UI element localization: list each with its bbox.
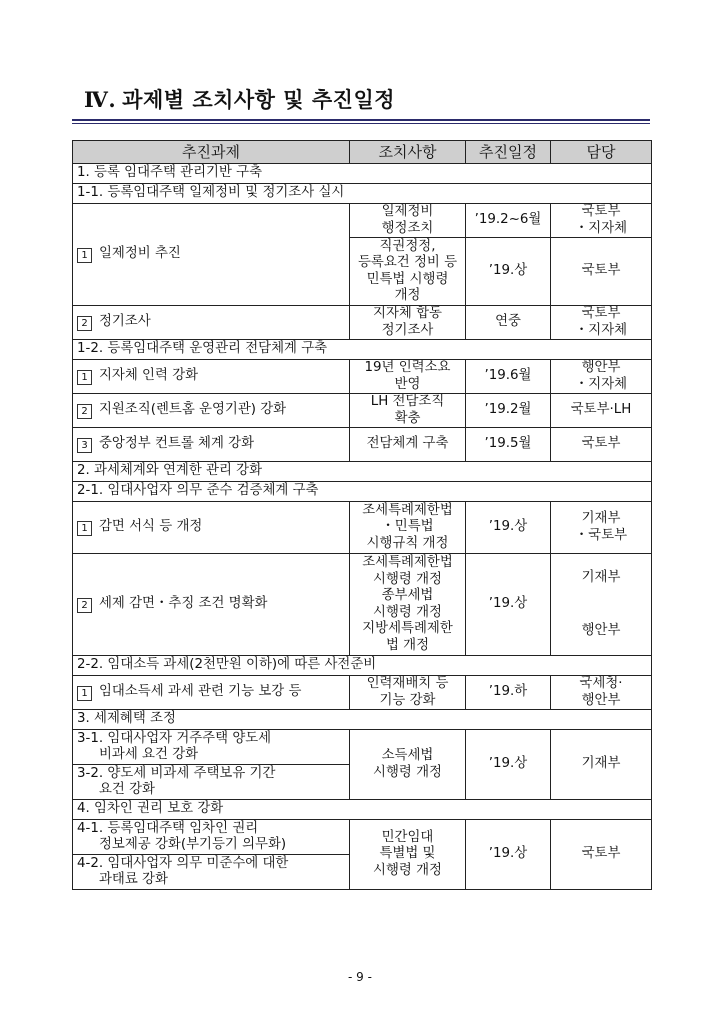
owner-cell <box>551 554 652 656</box>
section-row <box>73 164 652 184</box>
schedule-cell: ’19.하 <box>466 676 551 710</box>
owner-line: 기재부 <box>581 570 621 585</box>
section-heading: 2. 과세체계와 연계한 관리 강화 <box>73 462 652 482</box>
owner-cell <box>551 306 652 340</box>
item-number-box: 1 <box>77 686 92 701</box>
action-cell <box>350 502 466 554</box>
action-line: 등록요건 정비 등 <box>357 255 458 270</box>
schedule-cell: ’19.상 <box>466 502 551 554</box>
item-number-box: 3 <box>77 438 92 453</box>
action-cell: 전담체계 구축 <box>350 428 466 462</box>
item-number-box: 1 <box>77 521 92 536</box>
item-number-box: 2 <box>77 598 92 613</box>
subsection-row <box>73 482 652 502</box>
action-line: 개정 <box>394 288 421 303</box>
action-cell <box>350 360 466 394</box>
action-cell <box>350 204 466 238</box>
title-underline-thin <box>72 123 650 124</box>
item-number-box: 1 <box>77 248 92 263</box>
schedule-cell: ’19.2~6월 <box>466 204 551 238</box>
task-line: 4-2. 임대사업자 의무 미준수에 대한 <box>77 855 289 871</box>
table-row <box>73 502 652 554</box>
owner-cell <box>551 502 652 554</box>
section-heading: 3. 세제혜택 조정 <box>73 710 652 730</box>
subsection-row <box>73 656 652 676</box>
action-cell <box>350 820 466 890</box>
task-cell <box>73 676 350 710</box>
section-row <box>73 800 652 820</box>
title-underline <box>72 119 650 121</box>
section-row <box>73 710 652 730</box>
action-line: 법 개정 <box>385 637 430 653</box>
action-cell <box>350 676 466 710</box>
owner-line: ・지자체 <box>574 220 628 236</box>
table-row <box>73 204 652 238</box>
owner-line: 국토부 <box>581 306 621 321</box>
task-label: 지원조직(렌트홈 운영기관) 강화 <box>99 402 287 417</box>
action-line: ・민특법 <box>381 519 434 535</box>
action-line: 민간임대 <box>381 829 434 845</box>
task-cell <box>73 394 350 428</box>
task-cell <box>73 428 350 462</box>
header-task: 추진과제 <box>73 141 350 164</box>
subsection-heading: 2-2. 임대소득 과세(2천만원 이하)에 따른 사전준비 <box>73 656 652 676</box>
action-line: 민특법 시행령 <box>366 271 449 287</box>
schedule-cell: 연중 <box>466 306 551 340</box>
task-label: 정기조사 <box>99 314 151 329</box>
owner-cell: 국토부·LH <box>551 394 652 428</box>
section-heading: 4. 임차인 권리 보호 강화 <box>73 800 652 820</box>
action-line: 일제정비 <box>381 204 434 219</box>
header-owner: 담당 <box>551 141 652 164</box>
schedule-cell: ’19.상 <box>466 238 551 306</box>
task-cell <box>73 502 350 554</box>
action-line: 행정조치 <box>381 220 434 236</box>
action-line: 시행령 개정 <box>373 862 442 878</box>
owner-cell: 국토부 <box>551 238 652 306</box>
owner-line: 국세청· <box>579 676 623 691</box>
task-line: 3-1. 임대사업자 거주주택 양도세 <box>77 730 272 746</box>
owner-line: ・지자체 <box>574 376 628 392</box>
schedule-cell: ’19.상 <box>466 820 551 890</box>
task-cell <box>73 554 350 656</box>
action-line: 지자체 합동 <box>373 306 442 321</box>
action-plan-table <box>72 140 652 890</box>
page-title <box>84 84 395 114</box>
task-line: 요건 강화 <box>99 782 155 797</box>
action-line: 기능 강화 <box>379 692 436 708</box>
task-cell <box>73 306 350 340</box>
owner-line: 국토부 <box>581 204 621 219</box>
owner-cell <box>551 676 652 710</box>
action-line: 시행령 개정 <box>373 571 442 587</box>
owner-line: 기재부 <box>581 511 621 526</box>
schedule-cell: ’19.상 <box>466 730 551 800</box>
action-line: 19년 인력소요 <box>364 360 451 375</box>
subsection-row <box>73 184 652 204</box>
task-label: 중앙정부 컨트롤 체계 강화 <box>99 436 255 451</box>
action-line: 직권정정, <box>379 238 436 254</box>
item-number-box: 2 <box>77 404 92 419</box>
owner-line: ・지자체 <box>574 322 628 338</box>
action-line: 지방세특례제한 <box>362 621 453 636</box>
action-cell <box>350 554 466 656</box>
task-line: 4-1. 등록임대주택 임차인 권리 <box>77 820 259 836</box>
task-cell <box>73 820 350 855</box>
header-schedule: 추진일정 <box>466 141 551 164</box>
schedule-cell: ’19.6월 <box>466 360 551 394</box>
subsection-heading: 1-2. 등록임대주택 운영관리 전담체계 구축 <box>73 340 652 360</box>
task-cell <box>73 204 350 306</box>
table-row <box>73 306 652 340</box>
action-line: 특별법 및 <box>379 846 436 862</box>
page-number: - 9 - <box>348 970 372 984</box>
section-heading: 1. 등록 임대주택 관리기반 구축 <box>73 164 652 184</box>
schedule-cell: ’19.5월 <box>466 428 551 462</box>
owner-line: 행안부 <box>581 360 621 375</box>
task-label: 세제 감면・추징 조건 명확화 <box>99 596 268 611</box>
item-number-box: 1 <box>77 370 92 385</box>
table-row <box>73 428 652 462</box>
table-row <box>73 394 652 428</box>
table-row <box>73 730 652 765</box>
section-numeral: Ⅳ. <box>84 87 117 112</box>
owner-cell: 국토부 <box>551 428 652 462</box>
owner-cell: 국토부 <box>551 820 652 890</box>
action-line: 시행규칙 개정 <box>366 535 449 551</box>
action-line: 정기조사 <box>381 322 434 338</box>
owner-cell: 기재부 <box>551 730 652 800</box>
action-line: 조세특례제한법 <box>362 555 453 570</box>
section-title-text: 과제별 조치사항 및 추진일정 <box>122 88 396 112</box>
header-action: 조치사항 <box>350 141 466 164</box>
action-line: 종부세법 <box>381 588 434 603</box>
owner-line: 행안부 <box>581 622 621 638</box>
section-row <box>73 462 652 482</box>
action-line: LH 전담조직 <box>370 394 445 409</box>
task-cell <box>73 730 350 765</box>
action-cell <box>350 238 466 306</box>
task-line: 정보제공 강화(부기등기 의무화) <box>99 837 287 852</box>
table-row <box>73 820 652 855</box>
schedule-cell: ’19.2월 <box>466 394 551 428</box>
task-line: 과태료 강화 <box>99 872 168 887</box>
task-label: 감면 서식 등 개정 <box>99 519 203 534</box>
task-cell <box>73 855 350 890</box>
table-row <box>73 554 652 656</box>
table-row <box>73 360 652 394</box>
table-header-row <box>73 141 652 164</box>
subsection-row <box>73 340 652 360</box>
action-line: 반영 <box>394 376 421 392</box>
task-cell <box>73 765 350 800</box>
action-cell <box>350 730 466 800</box>
owner-line: ・국토부 <box>574 527 628 543</box>
item-number-box: 2 <box>77 316 92 331</box>
subsection-heading: 2-1. 임대사업자 의무 준수 검증체계 구축 <box>73 482 652 502</box>
action-line: 시행령 개정 <box>373 764 442 780</box>
task-label: 일제정비 추진 <box>99 246 181 261</box>
table-row <box>73 676 652 710</box>
owner-cell <box>551 360 652 394</box>
task-line: 3-2. 양도세 비과세 주택보유 기간 <box>77 765 276 781</box>
action-line: 시행령 개정 <box>373 604 442 620</box>
task-label: 임대소득세 과세 관련 기능 보강 등 <box>99 684 302 699</box>
action-line: 조세특례제한법 <box>362 502 453 518</box>
action-cell <box>350 306 466 340</box>
task-label: 지자체 인력 강화 <box>99 368 199 383</box>
action-line: 확충 <box>394 410 421 426</box>
action-cell <box>350 394 466 428</box>
subsection-heading: 1-1. 등록임대주택 일제정비 및 정기조사 실시 <box>73 184 652 204</box>
owner-spacer <box>555 587 647 623</box>
action-line: 인력재배치 등 <box>366 676 449 691</box>
owner-line: 행안부 <box>581 692 621 708</box>
task-line: 비과세 요건 강화 <box>99 747 199 762</box>
owner-cell <box>551 204 652 238</box>
action-line: 소득세법 <box>381 748 434 763</box>
task-cell <box>73 360 350 394</box>
schedule-cell: ’19.상 <box>466 554 551 656</box>
